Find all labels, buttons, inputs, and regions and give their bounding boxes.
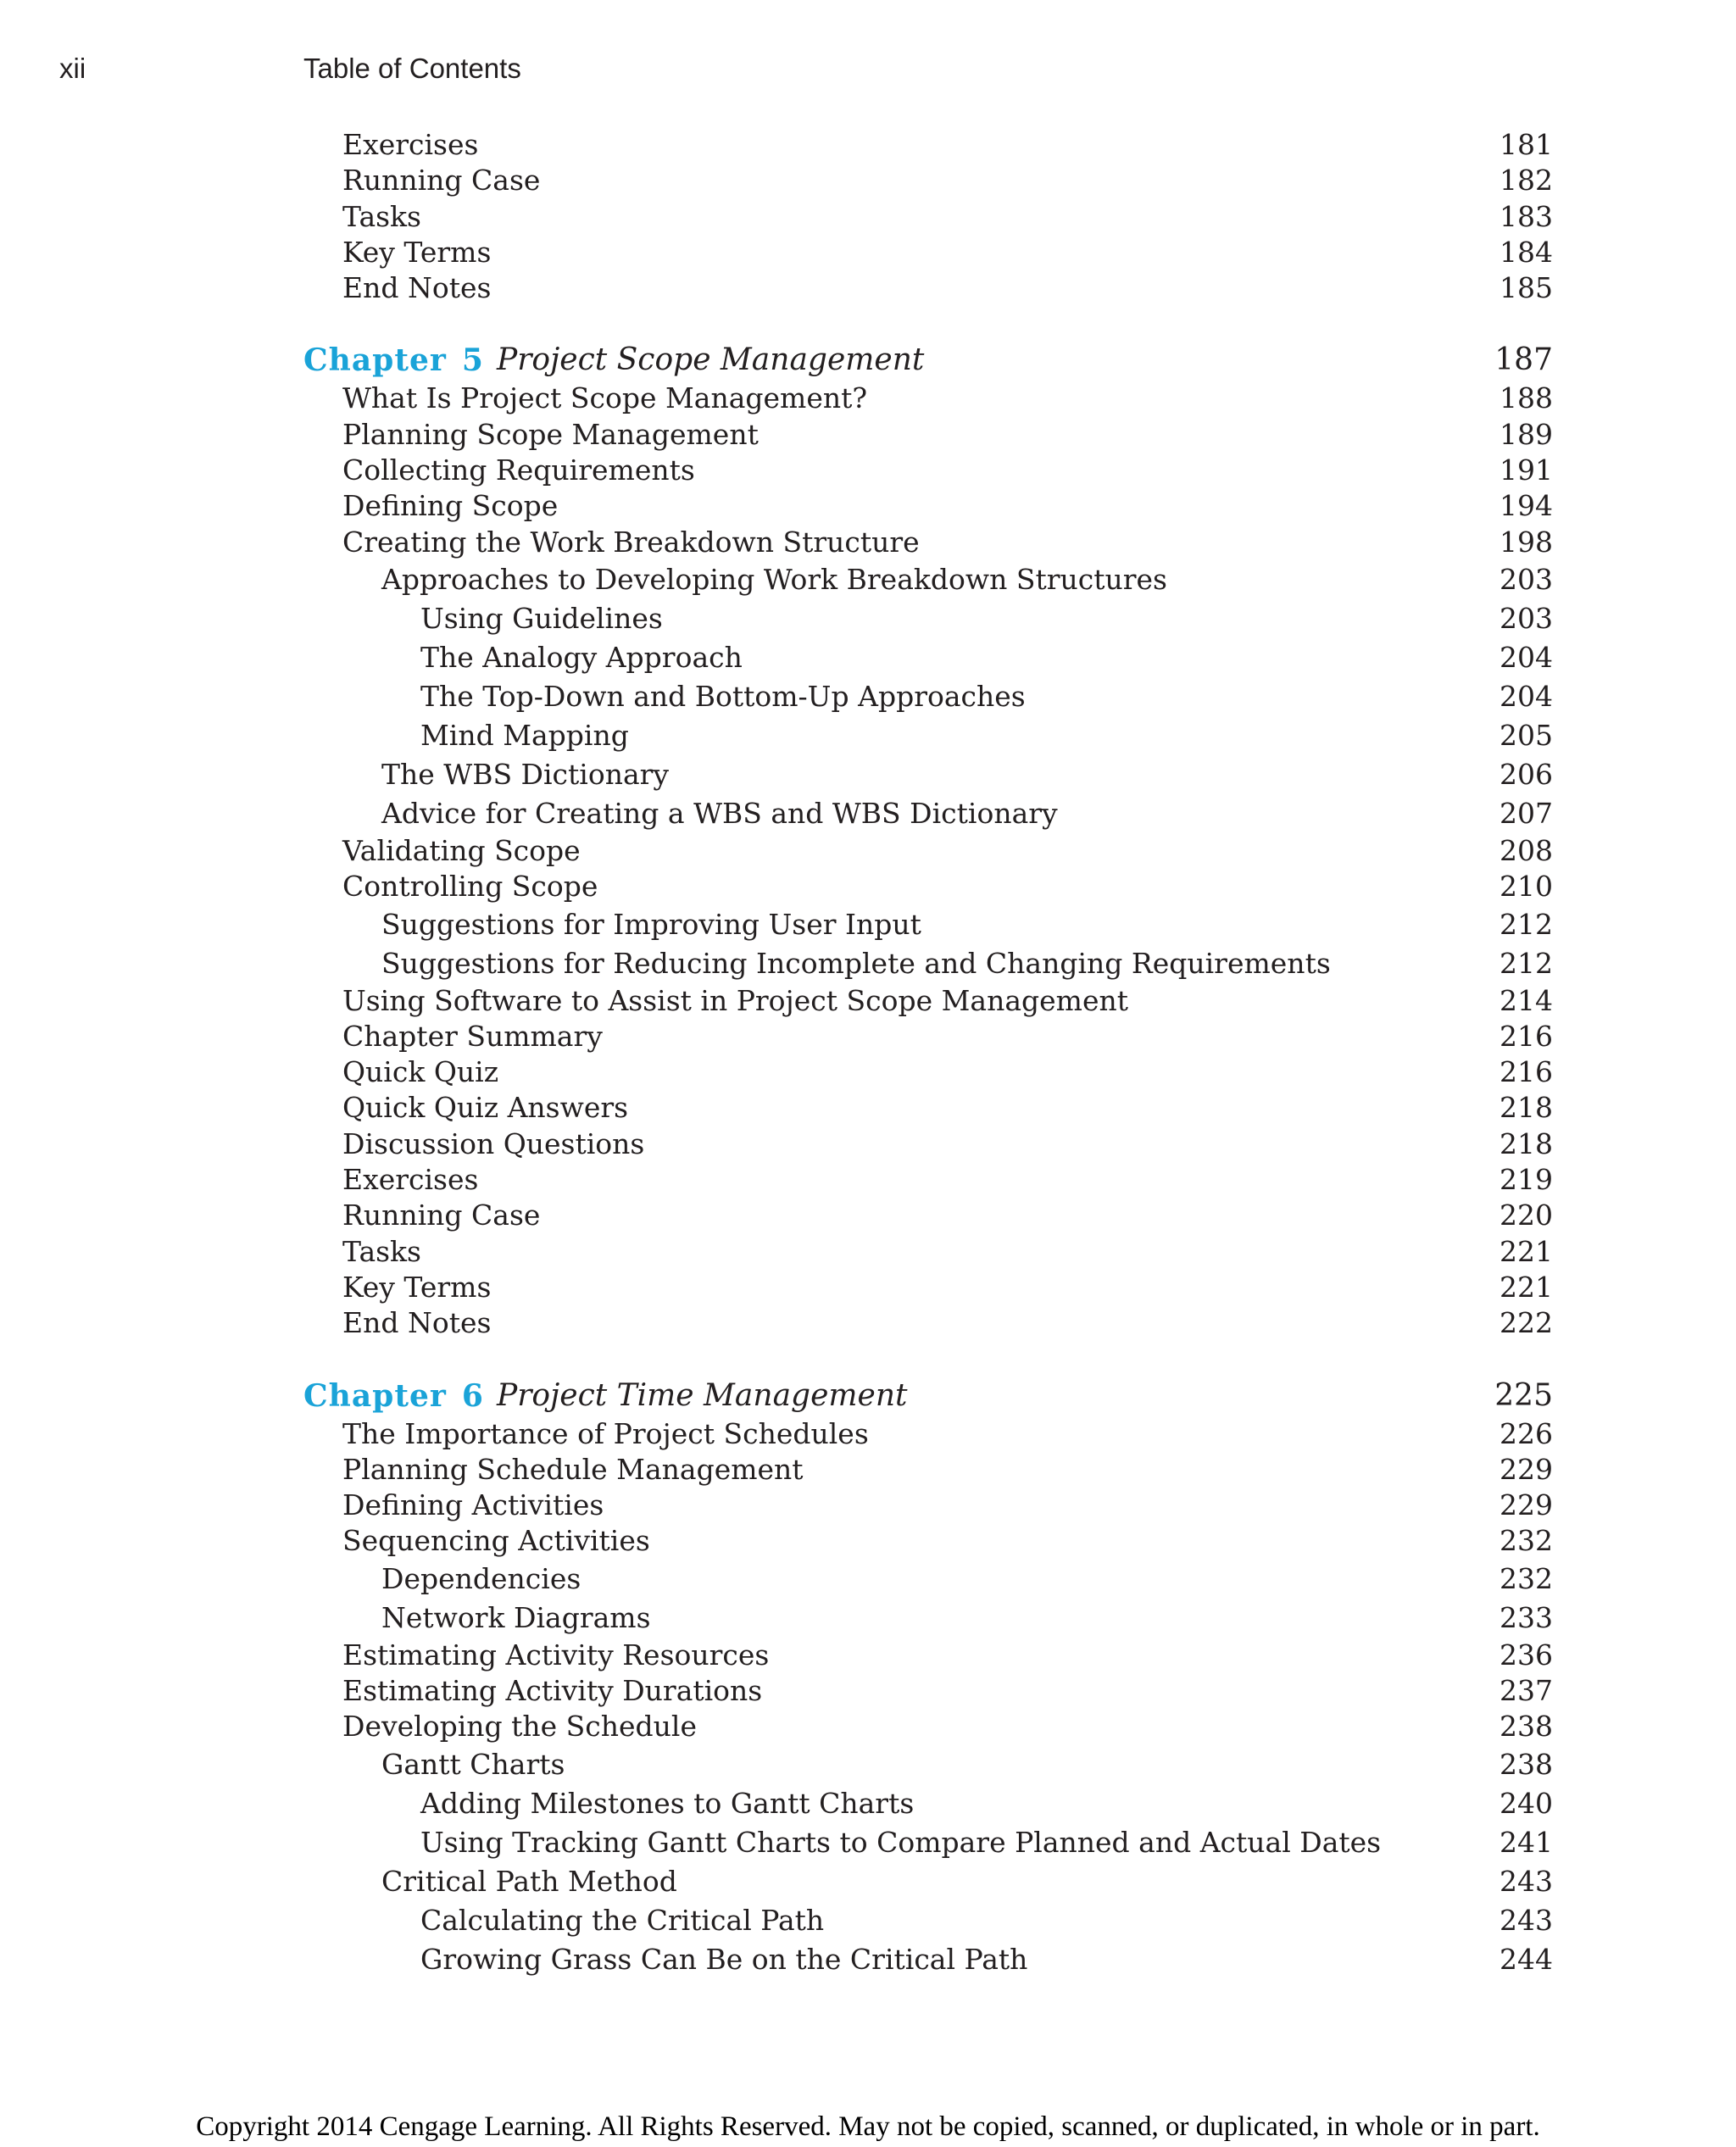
toc-entry-page-number: 218	[1500, 1091, 1553, 1125]
toc-entry-label: Quick Quiz Answers	[342, 1091, 629, 1125]
toc-entry	[0, 270, 1736, 306]
toc-entry-label: Planning Schedule Management	[342, 1452, 804, 1486]
toc-entry-page-number: 210	[1500, 870, 1553, 904]
toc-entry-label: Network Diagrams	[381, 1600, 651, 1634]
toc-entry-label: The Importance of Project Schedules	[342, 1416, 869, 1450]
toc-entry	[0, 199, 1736, 235]
toc-entry-label: End Notes	[342, 1306, 492, 1340]
toc-entry-page-number: 206	[1500, 757, 1553, 791]
toc-entry	[0, 905, 1736, 944]
toc-entry	[0, 1709, 1736, 1744]
toc-entry-label: Quick Quiz	[342, 1055, 499, 1089]
toc-entry-label: Suggestions for Reducing Incomplete and Changing Requirements	[381, 946, 1331, 980]
toc-entry	[0, 677, 1736, 716]
toc-entry-page-number: 220	[1500, 1199, 1553, 1232]
chapter-number: 6	[461, 1377, 484, 1414]
toc-entry-page-number: 229	[1500, 1452, 1553, 1486]
toc-entry-page-number: 191	[1500, 453, 1553, 487]
toc-entry	[0, 127, 1736, 163]
toc-entry	[0, 1560, 1736, 1599]
toc-entry	[0, 755, 1736, 794]
toc-entry-label: The WBS Dictionary	[381, 757, 670, 791]
running-head-title: Table of Contents	[303, 53, 521, 84]
toc-entry-label: Creating the Work Breakdown Structure	[342, 525, 920, 559]
toc-entry-label: Defining Activities	[342, 1488, 604, 1522]
toc-entry	[0, 1162, 1736, 1198]
toc-entry-page-number: 219	[1500, 1163, 1553, 1197]
toc-entry-label: Using Software to Assist in Project Scope Management	[342, 983, 1129, 1017]
toc-entry-page-number: 238	[1500, 1710, 1553, 1744]
toc-entry	[0, 1416, 1736, 1452]
toc-entry	[0, 381, 1736, 416]
toc-entry-label: Discussion Questions	[342, 1126, 645, 1160]
toc-entry-page-number: 214	[1500, 983, 1553, 1017]
toc-entry-page-number: 236	[1500, 1638, 1553, 1671]
toc-entry	[0, 983, 1736, 1019]
toc-entry-page-number: 216	[1500, 1019, 1553, 1053]
toc-entry-page-number: 185	[1500, 271, 1553, 305]
toc-entry-label: Approaches to Developing Work Breakdown Structures	[381, 562, 1167, 596]
chapter-page-number: 187	[1494, 342, 1553, 378]
chapter-title: Project Scope Management	[497, 342, 925, 378]
toc-entry-page-number: 181	[1500, 128, 1553, 161]
toc-entry	[0, 1823, 1736, 1862]
chapter-number: 5	[461, 342, 484, 379]
copyright-notice: Copyright 2014 Cengage Learning. All Rights Reserved. May not be copied, scanned, or duplicated, in whole or in part.	[196, 2111, 1540, 2142]
chapter-word: Chapter	[303, 1377, 447, 1414]
toc-entry-label: Critical Path Method	[381, 1864, 677, 1898]
toc-entry-page-number: 243	[1500, 1903, 1553, 1937]
toc-entry-label: Exercises	[342, 1163, 479, 1197]
toc-entry-label: Estimating Activity Resources	[342, 1638, 770, 1671]
toc-entry	[0, 833, 1736, 869]
toc-entry	[0, 453, 1736, 488]
toc-entry-label: Running Case	[342, 1199, 541, 1232]
toc-entry-label: The Top-Down and Bottom-Up Approaches	[420, 679, 1026, 713]
toc-entry-page-number: 205	[1500, 718, 1553, 752]
running-head	[0, 53, 1736, 86]
toc-entry-label: Controlling Scope	[342, 870, 598, 904]
toc-entry	[0, 1126, 1736, 1162]
toc-entry	[0, 163, 1736, 198]
toc-chapter-section	[0, 340, 1736, 1341]
toc-entry	[0, 1090, 1736, 1126]
toc-entry	[0, 794, 1736, 833]
toc-entry-label: Running Case	[342, 164, 541, 197]
toc-chapter-section	[0, 1376, 1736, 1979]
toc-entry	[0, 1305, 1736, 1341]
toc-entry-page-number: 222	[1500, 1306, 1553, 1340]
table-of-contents	[0, 127, 1736, 2013]
toc-entry-label: Key Terms	[342, 235, 492, 269]
toc-entry-page-number: 212	[1500, 946, 1553, 980]
toc-entry	[0, 1901, 1736, 1940]
toc-entry	[0, 1745, 1736, 1784]
toc-entry	[0, 599, 1736, 638]
toc-entry-label: What Is Project Scope Management?	[342, 381, 868, 415]
toc-entry-page-number: 216	[1500, 1055, 1553, 1089]
toc-entry-page-number: 232	[1500, 1524, 1553, 1558]
chapter-title: Project Time Management	[497, 1377, 908, 1413]
toc-entry-label: Suggestions for Improving User Input	[381, 907, 921, 941]
toc-entry-label: Tasks	[342, 199, 421, 233]
toc-entry-label: Developing the Schedule	[342, 1710, 697, 1744]
toc-entry	[0, 1019, 1736, 1054]
toc-entry	[0, 235, 1736, 270]
chapter-label	[303, 340, 484, 381]
toc-entry-label: Calculating the Critical Path	[420, 1903, 825, 1937]
toc-entry-label: Tasks	[342, 1234, 421, 1268]
toc-entry-page-number: 238	[1500, 1747, 1553, 1781]
toc-entry	[0, 1452, 1736, 1488]
chapter-heading	[0, 1376, 1736, 1416]
toc-entry	[0, 1599, 1736, 1638]
toc-entry	[0, 716, 1736, 755]
toc-leading-entries	[0, 127, 1736, 306]
toc-entry	[0, 560, 1736, 599]
toc-entry-label: Mind Mapping	[420, 718, 629, 752]
toc-entry-label: Key Terms	[342, 1270, 492, 1304]
toc-entry	[0, 1673, 1736, 1709]
page-folio: xii	[59, 53, 86, 84]
toc-entry	[0, 1054, 1736, 1090]
toc-entry-page-number: 233	[1500, 1600, 1553, 1634]
chapter-word: Chapter	[303, 342, 447, 379]
toc-entry-page-number: 203	[1500, 562, 1553, 596]
toc-entry-page-number: 229	[1500, 1488, 1553, 1522]
toc-entry	[0, 488, 1736, 524]
toc-entry-label: Using Tracking Gantt Charts to Compare Planned and Actual Dates	[420, 1825, 1382, 1859]
toc-entry-page-number: 244	[1500, 1942, 1553, 1976]
toc-entry-label: Growing Grass Can Be on the Critical Path	[420, 1942, 1028, 1976]
toc-entry-page-number: 204	[1500, 679, 1553, 713]
toc-entry-page-number: 212	[1500, 907, 1553, 941]
toc-entry	[0, 525, 1736, 560]
toc-entry-label: Using Guidelines	[420, 601, 663, 635]
toc-entry	[0, 1784, 1736, 1823]
toc-entry-page-number: 241	[1500, 1825, 1553, 1859]
toc-entry-label: Gantt Charts	[381, 1747, 565, 1781]
toc-entry-label: Adding Milestones to Gantt Charts	[420, 1786, 915, 1820]
toc-entry-page-number: 208	[1500, 833, 1553, 867]
toc-entry-page-number: 204	[1500, 640, 1553, 674]
toc-entry	[0, 1862, 1736, 1901]
chapter-page-number: 225	[1494, 1377, 1553, 1413]
toc-entry-page-number: 221	[1500, 1234, 1553, 1268]
toc-entry	[0, 417, 1736, 453]
toc-entry-label: End Notes	[342, 271, 492, 305]
toc-entry-page-number: 221	[1500, 1270, 1553, 1304]
toc-entry	[0, 1638, 1736, 1673]
toc-entry-page-number: 183	[1500, 199, 1553, 233]
toc-entry	[0, 1270, 1736, 1305]
toc-entry-page-number: 182	[1500, 164, 1553, 197]
toc-entry	[0, 1523, 1736, 1559]
toc-entry-page-number: 198	[1500, 525, 1553, 559]
toc-entry-page-number: 240	[1500, 1786, 1553, 1820]
toc-entry-page-number: 237	[1500, 1674, 1553, 1708]
toc-entry-page-number: 207	[1500, 796, 1553, 830]
toc-entry	[0, 1940, 1736, 1979]
toc-entry-label: Dependencies	[381, 1561, 581, 1595]
toc-entry-page-number: 232	[1500, 1561, 1553, 1595]
toc-entry-label: Collecting Requirements	[342, 453, 695, 487]
toc-entry-label: Sequencing Activities	[342, 1524, 650, 1558]
toc-entry-page-number: 203	[1500, 601, 1553, 635]
chapter-heading	[0, 340, 1736, 381]
toc-entry-label: Advice for Creating a WBS and WBS Dictionary	[381, 796, 1058, 830]
toc-entry-label: The Analogy Approach	[420, 640, 743, 674]
toc-entry	[0, 638, 1736, 677]
toc-entry-page-number: 218	[1500, 1126, 1553, 1160]
toc-entry-page-number: 189	[1500, 417, 1553, 451]
toc-entry-label: Validating Scope	[342, 833, 581, 867]
toc-entry	[0, 944, 1736, 983]
toc-entry-page-number: 184	[1500, 235, 1553, 269]
toc-entry-page-number: 226	[1500, 1416, 1553, 1450]
toc-entry-label: Chapter Summary	[342, 1019, 603, 1053]
toc-entry-label: Defining Scope	[342, 489, 559, 523]
toc-entry-label: Estimating Activity Durations	[342, 1674, 763, 1708]
chapter-label	[303, 1376, 484, 1416]
toc-entry	[0, 1488, 1736, 1523]
toc-entry-page-number: 188	[1500, 381, 1553, 415]
toc-entry-page-number: 194	[1500, 489, 1553, 523]
toc-entry	[0, 1234, 1736, 1270]
toc-entry-page-number: 243	[1500, 1864, 1553, 1898]
toc-entry	[0, 1198, 1736, 1233]
toc-entry	[0, 869, 1736, 904]
toc-entry-label: Planning Scope Management	[342, 417, 759, 451]
toc-entry-label: Exercises	[342, 128, 479, 161]
